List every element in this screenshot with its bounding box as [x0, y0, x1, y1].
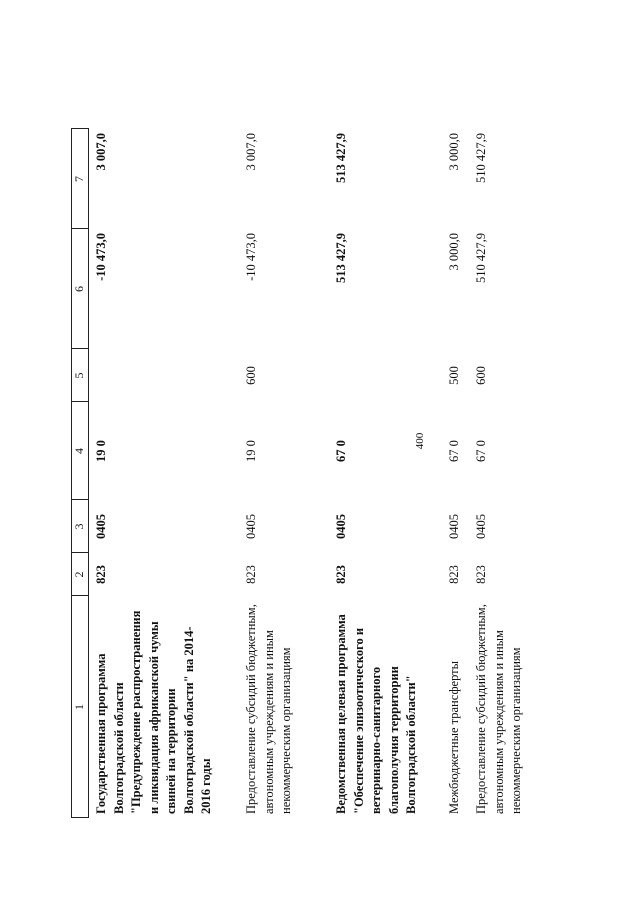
table-cell-amount: 510 427,9	[474, 233, 488, 283]
table-cell-total: 3 007,0	[244, 133, 258, 171]
table-cell-target: 19 0	[94, 440, 108, 462]
column-header-6: 6	[72, 286, 86, 292]
table-cell-total: 510 427,9	[474, 133, 488, 183]
table-cell-target: 19 0	[244, 440, 258, 462]
table-cell-section: 0405	[94, 514, 108, 539]
table-row-name: Ведомственная целевая программа "Обеспечение эпизоотического и ветеринарно-санитарного благополучия территории Волгоградской области"	[334, 614, 418, 814]
table-cell-amount: 513 427,9	[334, 233, 348, 283]
table-cell-section: 0405	[447, 514, 461, 539]
table-cell-section: 0405	[474, 514, 488, 539]
table-cell-code: 823	[334, 565, 348, 584]
table-cell-code: 823	[474, 565, 488, 584]
table-cell-total: 3 007,0	[94, 133, 108, 171]
table-cell-total: 3 000,0	[447, 133, 461, 171]
column-header-7: 7	[72, 176, 86, 182]
column-header-3: 3	[72, 523, 86, 530]
page-number: 400	[414, 432, 426, 450]
table-cell-target: 67 0	[334, 440, 348, 462]
table-row-name: Предоставление субсидий бюджетным, автономным учреждениям и иным некоммерческим организациям	[474, 604, 523, 814]
header-bottom-rule	[88, 128, 89, 818]
table-cell-target: 67 0	[447, 440, 461, 462]
table-row-name: Предоставление субсидий бюджетным, автономным учреждениям и иным некоммерческим организациям	[244, 604, 293, 814]
table-cell-amount: -10 473,0	[244, 233, 258, 281]
budget-table	[71, 128, 561, 818]
table-cell-type: 600	[474, 366, 488, 385]
table-cell-code: 823	[447, 565, 461, 584]
table-cell-code: 823	[244, 565, 258, 584]
table-cell-code: 823	[94, 565, 108, 584]
table-cell-type: 500	[447, 366, 461, 385]
table-cell-amount: -10 473,0	[94, 233, 108, 281]
table-cell-total: 513 427,9	[334, 133, 348, 183]
table-row-name: Государственная программа Волгоградской области "Предупреждение распространения и ликвидация африканской чумы свиней на территории Волгоградской области" на 2014-2016 годы	[94, 610, 213, 814]
column-header-2: 2	[72, 571, 86, 578]
table-cell-amount: 3 000,0	[447, 233, 461, 271]
column-header-1: 1	[72, 704, 86, 710]
table-cell-section: 0405	[334, 514, 348, 539]
table-cell-target: 67 0	[474, 440, 488, 462]
column-header-4: 4	[72, 448, 86, 454]
table-cell-type: 600	[244, 366, 258, 385]
table-row-name: Межбюджетные трансферты	[447, 660, 461, 814]
column-header-5: 5	[72, 372, 86, 379]
table-cell-section: 0405	[244, 514, 258, 539]
